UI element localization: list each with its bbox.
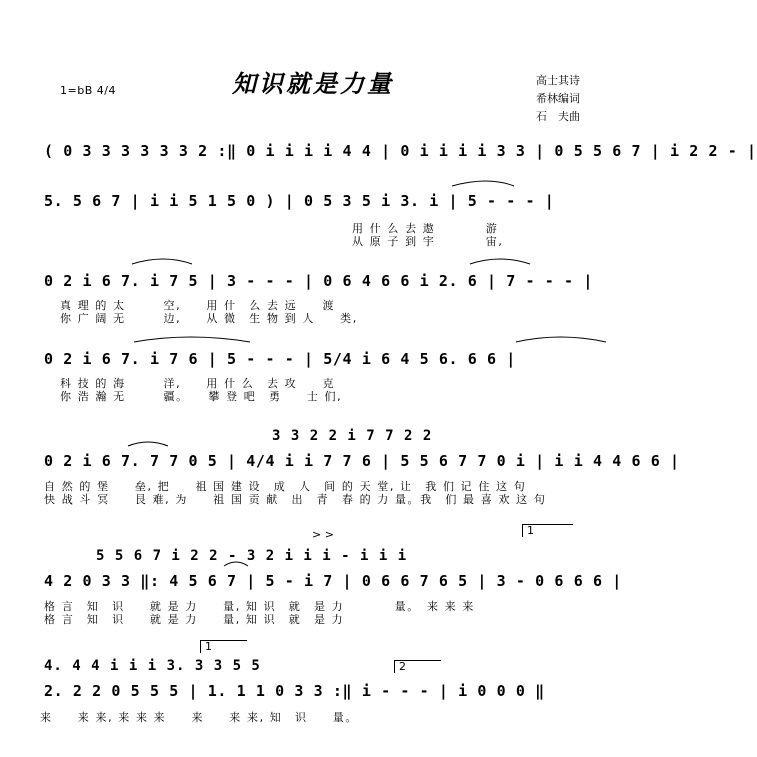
lyrics-row-5-verse-1: 自 然 的 堡 垒, 把 祖 国 建 设 成 人 间 的 天 堂, 让 我 们 记 住 这 句 xyxy=(44,480,527,493)
lyricist-credit: 高士其诗 xyxy=(536,74,580,87)
first-ending-bracket: 1 xyxy=(522,524,573,537)
lyrics-row-6-verse-2: 格 言 知 识 就 是 力 量, 知 识 就 是 力 xyxy=(44,613,345,626)
lyrics-row-2-verse-2: 从 原 子 到 宇 宙, xyxy=(352,235,504,248)
staff-row-1: ( 0 3 3 3 3 3 3 2 :‖ 0 i i i i 4 4 | 0 i i i i 3 3 | 0 5 5 6 7 | i 2 2 - | xyxy=(44,142,757,160)
upper-voice-row-6: 5 5 6 7 i 2 2 - 3 2 i i i - i i i xyxy=(96,548,408,564)
upper-voice-row-5: 3 3 2 2 i 7 7 2 2 xyxy=(272,428,433,444)
staff-row-6: 4 2 0 3 3 ‖: 4 5 6 7 | 5 - i 7 | 0 6 6 7 6 5 | 3 - 0 6 6 6 | xyxy=(44,572,622,590)
key-signature: 1=bB 4/4 xyxy=(60,84,116,97)
first-ending-bracket-2: 1 xyxy=(200,640,247,653)
lyrics-row-3-verse-1: 真 理 的 太 空, 用 什 么 去 远 渡 xyxy=(60,299,336,312)
lyrics-row-3-verse-2: 你 广 阔 无 边, 从 微 生 物 到 人 类, xyxy=(60,312,358,325)
slur xyxy=(452,181,514,186)
upper-voice-row-7: 4. 4 4 i i i 3. 3 3 5 5 xyxy=(44,658,261,674)
slur xyxy=(132,259,192,264)
staff-row-4: 0 2 i 6 7. i 7 6 | 5 - - - | 5/4 i 6 4 5 6. 6 6 | xyxy=(44,350,516,368)
lyrics-row-7: 来 来 来, 来 来 来 来 来 来, 知 识 量。 xyxy=(40,711,358,724)
slur xyxy=(224,562,248,566)
slur xyxy=(470,259,530,264)
editor-credit: 希林编词 xyxy=(536,92,580,105)
composer-credit: 石 夫曲 xyxy=(536,110,580,123)
lyrics-row-4-verse-1: 科 技 的 海 洋, 用 什 么 去 攻 克 xyxy=(60,377,336,390)
second-ending-bracket: 2 xyxy=(394,660,441,673)
lyrics-row-4-verse-2: 你 浩 瀚 无 疆。 攀 登 吧 勇 士 们, xyxy=(60,390,343,403)
slur xyxy=(128,442,168,446)
staff-row-2: 5. 5 6 7 | i i 5 1 5 0 ) | 0 5 3 5 i 3. i | 5 - - - | xyxy=(44,192,555,210)
accent-marks: > > xyxy=(312,528,334,541)
staff-row-7: 2. 2 2 0 5 5 5 | 1. 1 1 0 3 3 :‖ i - - - | i 0 0 0 ‖ xyxy=(44,682,545,700)
song-title: 知识就是力量 xyxy=(232,69,394,98)
lyrics-row-2-verse-1: 用 什 么 去 遨 游 xyxy=(352,222,499,235)
staff-row-5: 0 2 i 6 7. 7 7 0 5 | 4/4 i i 7 7 6 | 5 5 6 7 7 0 i | i i 4 4 6 6 | xyxy=(44,452,680,470)
lyrics-row-6-verse-1: 格 言 知 识 就 是 力 量, 知 识 就 是 力 量。 来 来 来 xyxy=(44,600,475,613)
staff-row-3: 0 2 i 6 7. i 7 5 | 3 - - - | 0 6 4 6 6 i 2. 6 | 7 - - - | xyxy=(44,272,593,290)
lyrics-row-5-verse-2: 快 战 斗 冥 艮 难, 为 祖 国 贡 献 出 青 春 的 力 量。我 们 最 喜 欢 这 句 xyxy=(44,493,547,506)
slur xyxy=(134,337,250,342)
slur xyxy=(516,337,606,342)
